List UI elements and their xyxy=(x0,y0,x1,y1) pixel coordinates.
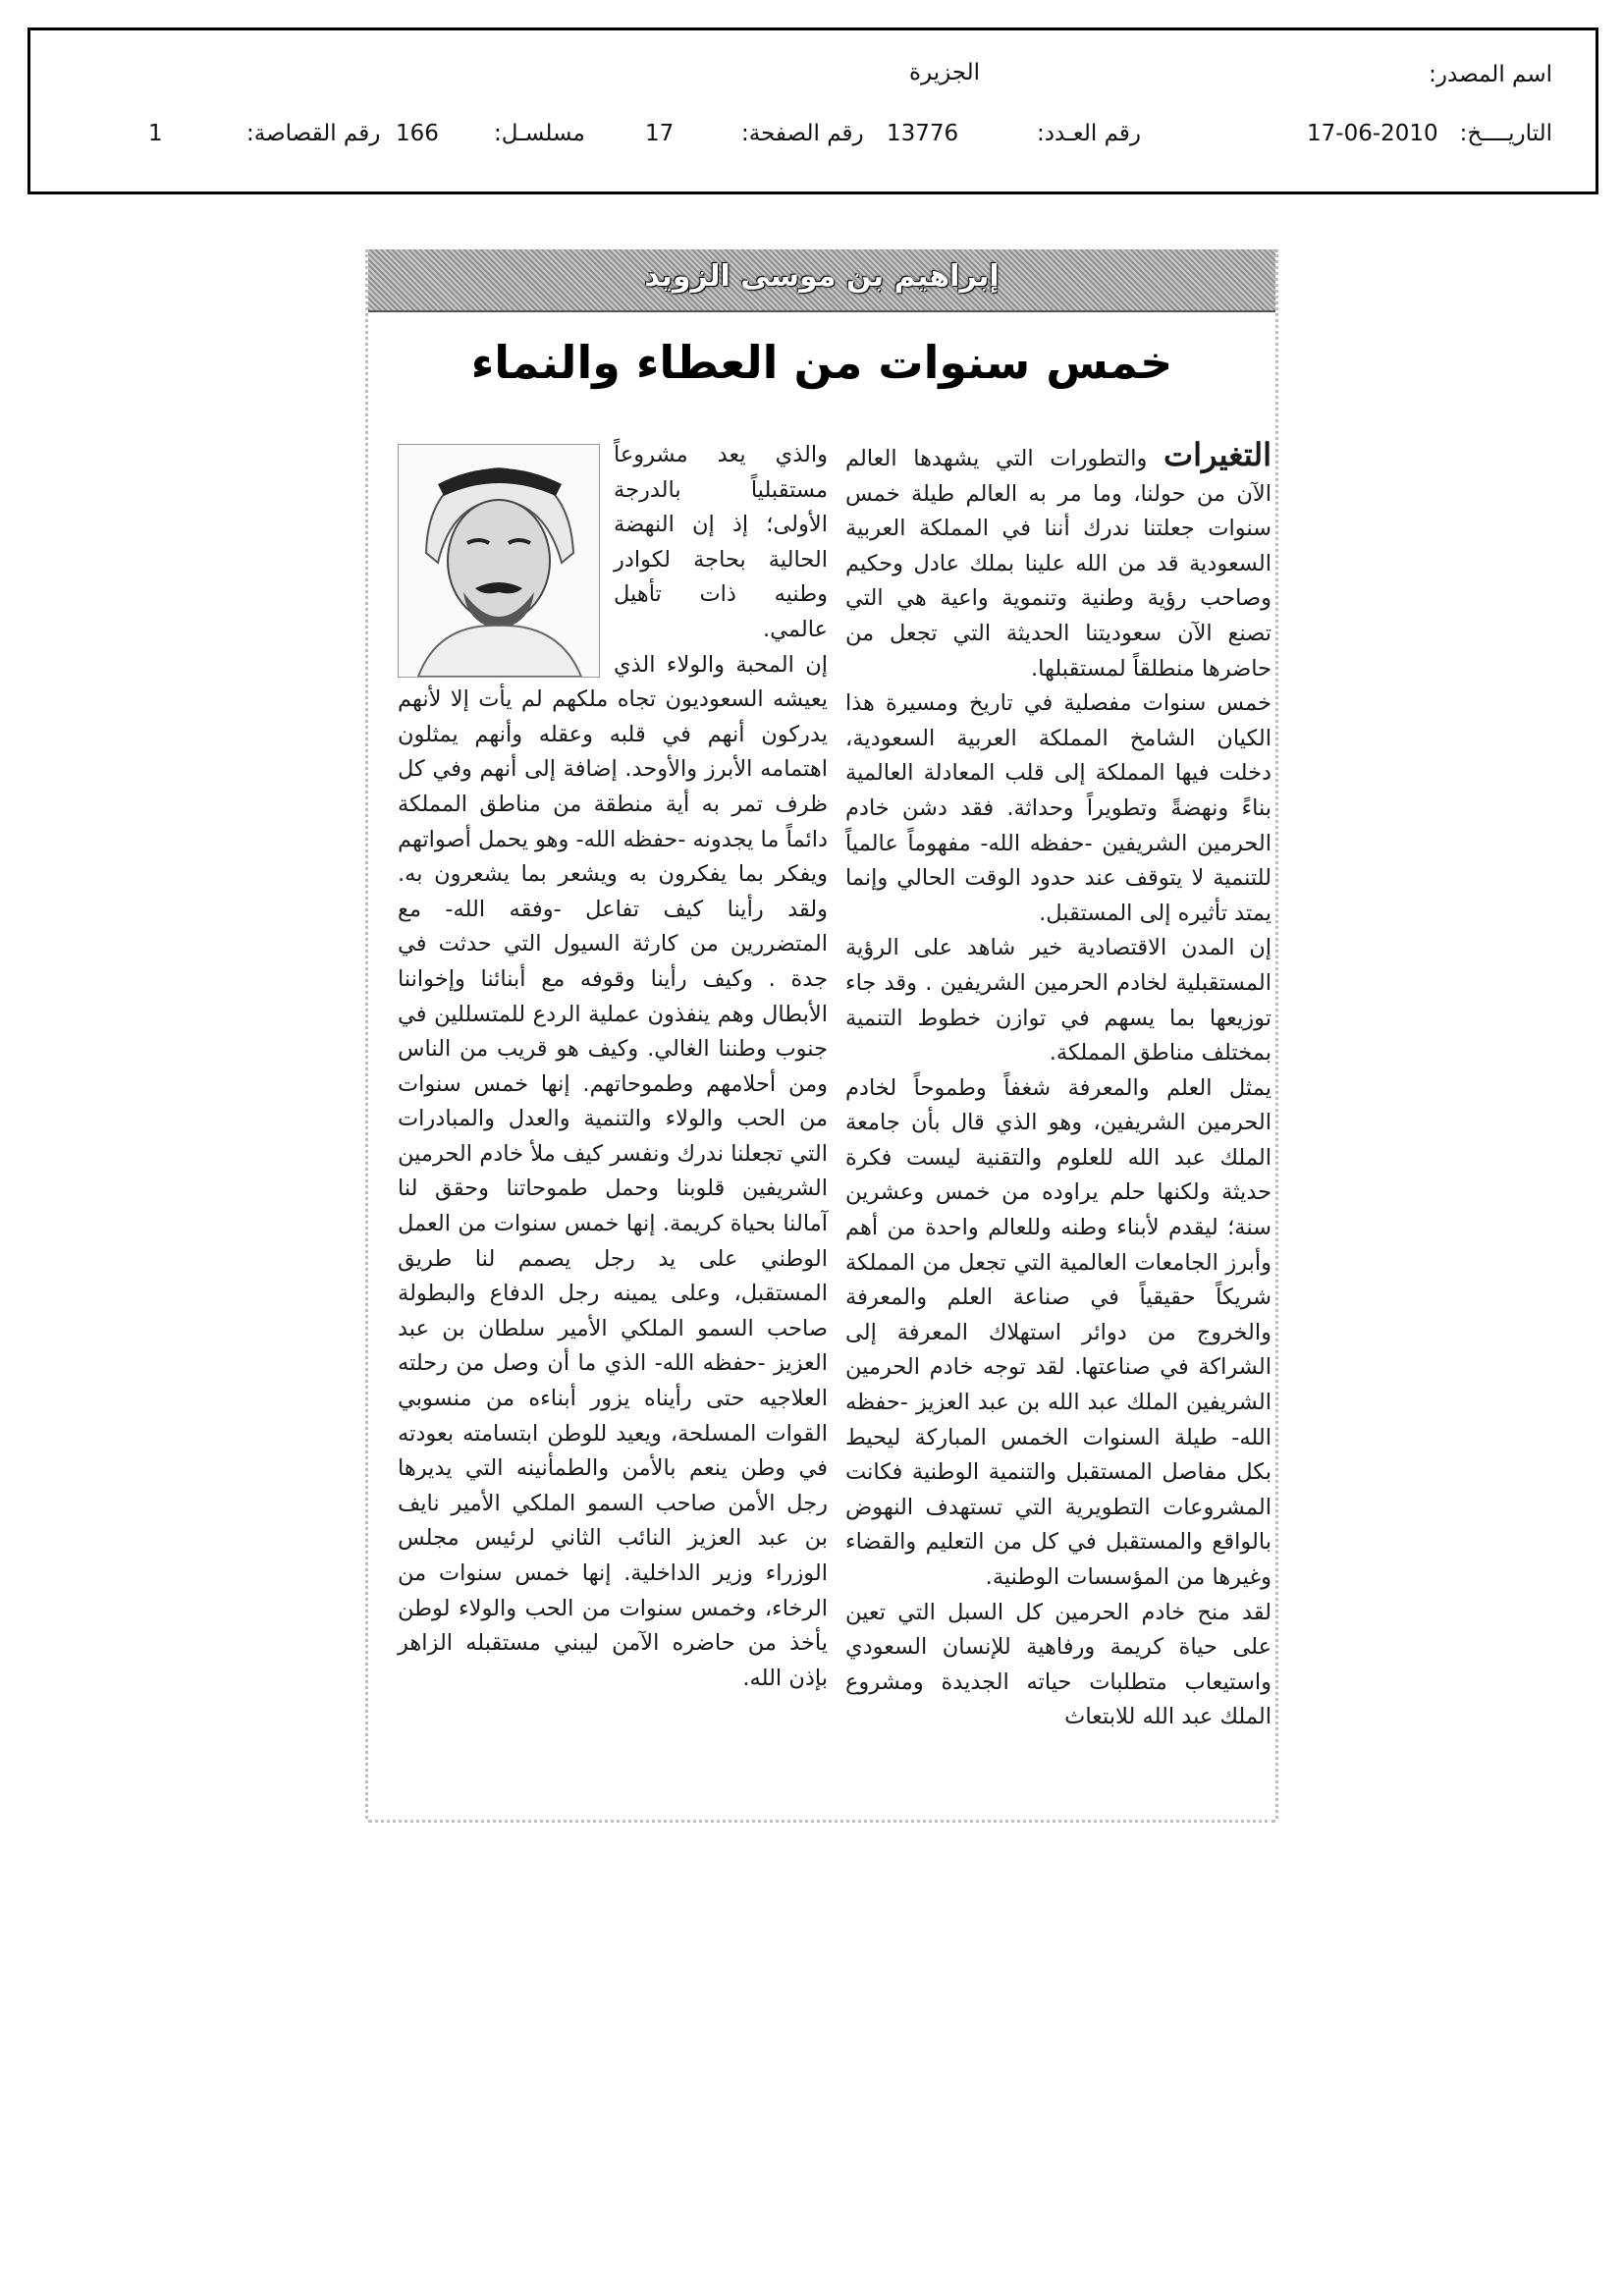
clipping-bottom-edge xyxy=(368,1820,1275,1823)
paragraph: لقد منح خادم الحرمين كل السبل التي تعين على حياة كريمة ورفاهية للإنسان السعودي واستيعاب متطلبات حياته الجديدة ومشروع الملك عبد الله للابتعاث xyxy=(845,1599,1271,1730)
paragraph: خمس سنوات مفصلية في تاريخ ومسيرة هذا الكيان الشامخ المملكة العربية السعودية، دخلت فيها المملكة إلى قلب المعادلة العالمية بناءً ونهضةً وتطويراً وحداثة. فقد دشن خادم الحرمين الشريفين -حفظه الله- مفهوماً عالمياً للتنمية لا يتوقف عند حدود الوقت الحالي وإنما يمتد تأثيره إلى المستقبل. xyxy=(845,690,1271,926)
byline-bar xyxy=(368,249,1275,312)
date-label: التاريــــخ: xyxy=(1459,121,1552,146)
article-column-right xyxy=(845,438,1271,1735)
paragraph xyxy=(845,438,1271,686)
source-value: الجزيرة xyxy=(909,60,981,85)
clip-number-label: رقم القصاصة: xyxy=(246,121,381,146)
page-value: 17 xyxy=(645,121,675,146)
date-value: 17-06-2010 xyxy=(1307,121,1438,146)
article-headline: خمس سنوات من العطاء والنماء xyxy=(470,336,1173,389)
paragraph: يمثل العلم والمعرفة شغفاً وطموحاً لخادم الحرمين الشريفين، وهو الذي قال بأن جامعة الملك عبد الله للعلوم والتقنية ليست فكرة حديثة ولكنها حلم يراوده من خمس وعشرين سنة؛ ليقدم لأبناء وطنه وللعالم واحدة من أهم وأبرز الجامعات العالمية التي تجعل من المملكة شريكاً حقيقياً في صناعة العلم والمعرفة والخروج من دوائر استهلاك المعرفة إلى الشراكة في صناعتها. لقد توجه خادم الحرمين الشريفين الملك عبد الله بن عبد العزيز -حفظه الله- طيلة السنوات الخمس المباركة ليحيط بكل مفاصل المستقبل والتنمية الوطنية فكانت المشروعات التطويرية التي تستهدف النهوض بالواقع والمستقبل في كل من التعليم والقضاء وغيرها من المؤسسات الوطنية. xyxy=(845,1074,1271,1590)
clip-number-value: 1 xyxy=(148,121,163,146)
serial-value: 166 xyxy=(396,121,439,146)
article-column-left xyxy=(398,438,828,1696)
author-portrait-icon xyxy=(399,445,599,677)
author-photo xyxy=(398,444,600,678)
newspaper-clipping xyxy=(365,249,1278,1819)
author-byline: إبراهيم بن موسى الزويد xyxy=(644,259,1000,294)
serial-label: مسلسـل: xyxy=(494,121,585,146)
lead-word: التغيرات xyxy=(1163,436,1271,473)
issue-label: رقم العـدد: xyxy=(1037,121,1142,146)
page-label: رقم الصفحة: xyxy=(741,121,864,146)
paragraph: إن المحبة والولاء الذي يعيشه السعوديون تجاه ملكهم لم يأت إلا لأنهم يدركون أنهم في قلبه وعقله وأنهم يمثلون اهتمامه الأبرز والأوحد. إضافة إلى أنهم وفي كل ظرف تمر به أية منطقة من مناطق المملكة دائماً ما يجدونه -حفظه الله- وهو يحمل أصواتهم ويفكر بما يفكرون به ويشعر بما يشعرون به. ولقد رأينا كيف تفاعل -وفقه الله- مع المتضررين من كارثة السيول التي حدثت في جدة . وكيف رأينا وقوفه مع أبنائنا وإخواننا الأبطال وهم ينفذون عملية الردع للمتسللين في جنوب وطننا الغالي. وكيف هو قريب من الناس ومن أحلامهم وطموحاتهم. إنها خمس سنوات من الحب والولاء والتنمية والعدل والمبادرات التي تجعلنا ندرك ونفسر كيف ملأ خادم الحرمين الشريفين قلوبنا وحمل طموحاتنا وحقق لنا آمالنا بحياة كريمة. إنها خمس سنوات من العمل الوطني على يد رجل يصمم لنا طريق المستقبل، وعلى يمينه رجل الدفاع والبطولة صاحب السمو الملكي الأمير سلطان بن عبد العزيز -حفظه الله- الذي ما أن وصل من رحلته العلاجيه حتى رأيناه يزور أبناءه من منسوبي القوات المسلحة، ويعيد للوطن ابتسامته بعودته في وطن ينعم بالأمن والطمأنينه التي يديرها رجل الأمن صاحب السمو الملكي الأمير نايف بن عبد العزيز النائب الثاني لرئيس مجلس الوزراء وزير الداخلية. إنها خمس سنوات من الرخاء، وخمس سنوات من الحب والولاء لوطن يأخذ من حاضره الآمن ليبني مستقبله الزاهر بإذن الله. xyxy=(398,651,828,1691)
paragraph: إن المدن الاقتصادية خير شاهد على الرؤية المستقبلية لخادم الحرمين الشريفين . وقد جاء توزيعها بما يسهم في توازن خطوط التنمية بمختلف مناطق المملكة. xyxy=(845,935,1271,1066)
paragraph-text: والتطورات التي يشهدها العالم الآن من حولنا، وما مر به العالم طيلة خمس سنوات جعلتنا ندرك أننا في المملكة العربية السعودية قد من الله علينا بملك عادل وحكيم وصاحب رؤية وطنية وتنموية واعية هي التي تصنع الآن سعوديتنا الحديثة التي تجعل من حاضرها منطلقاً لمستقبلها. xyxy=(845,446,1271,682)
paragraph: والذي يعد مشروعاً مستقبلياً بالدرجة الأولى؛ إذ إن النهضة الحالية بحاجة لكوادر وطنيه ذات تأهيل عالمي. xyxy=(614,442,828,642)
source-label: اسم المصدر: xyxy=(1429,62,1552,87)
clipping-metadata-box xyxy=(27,27,1598,194)
issue-value: 13776 xyxy=(887,121,959,146)
